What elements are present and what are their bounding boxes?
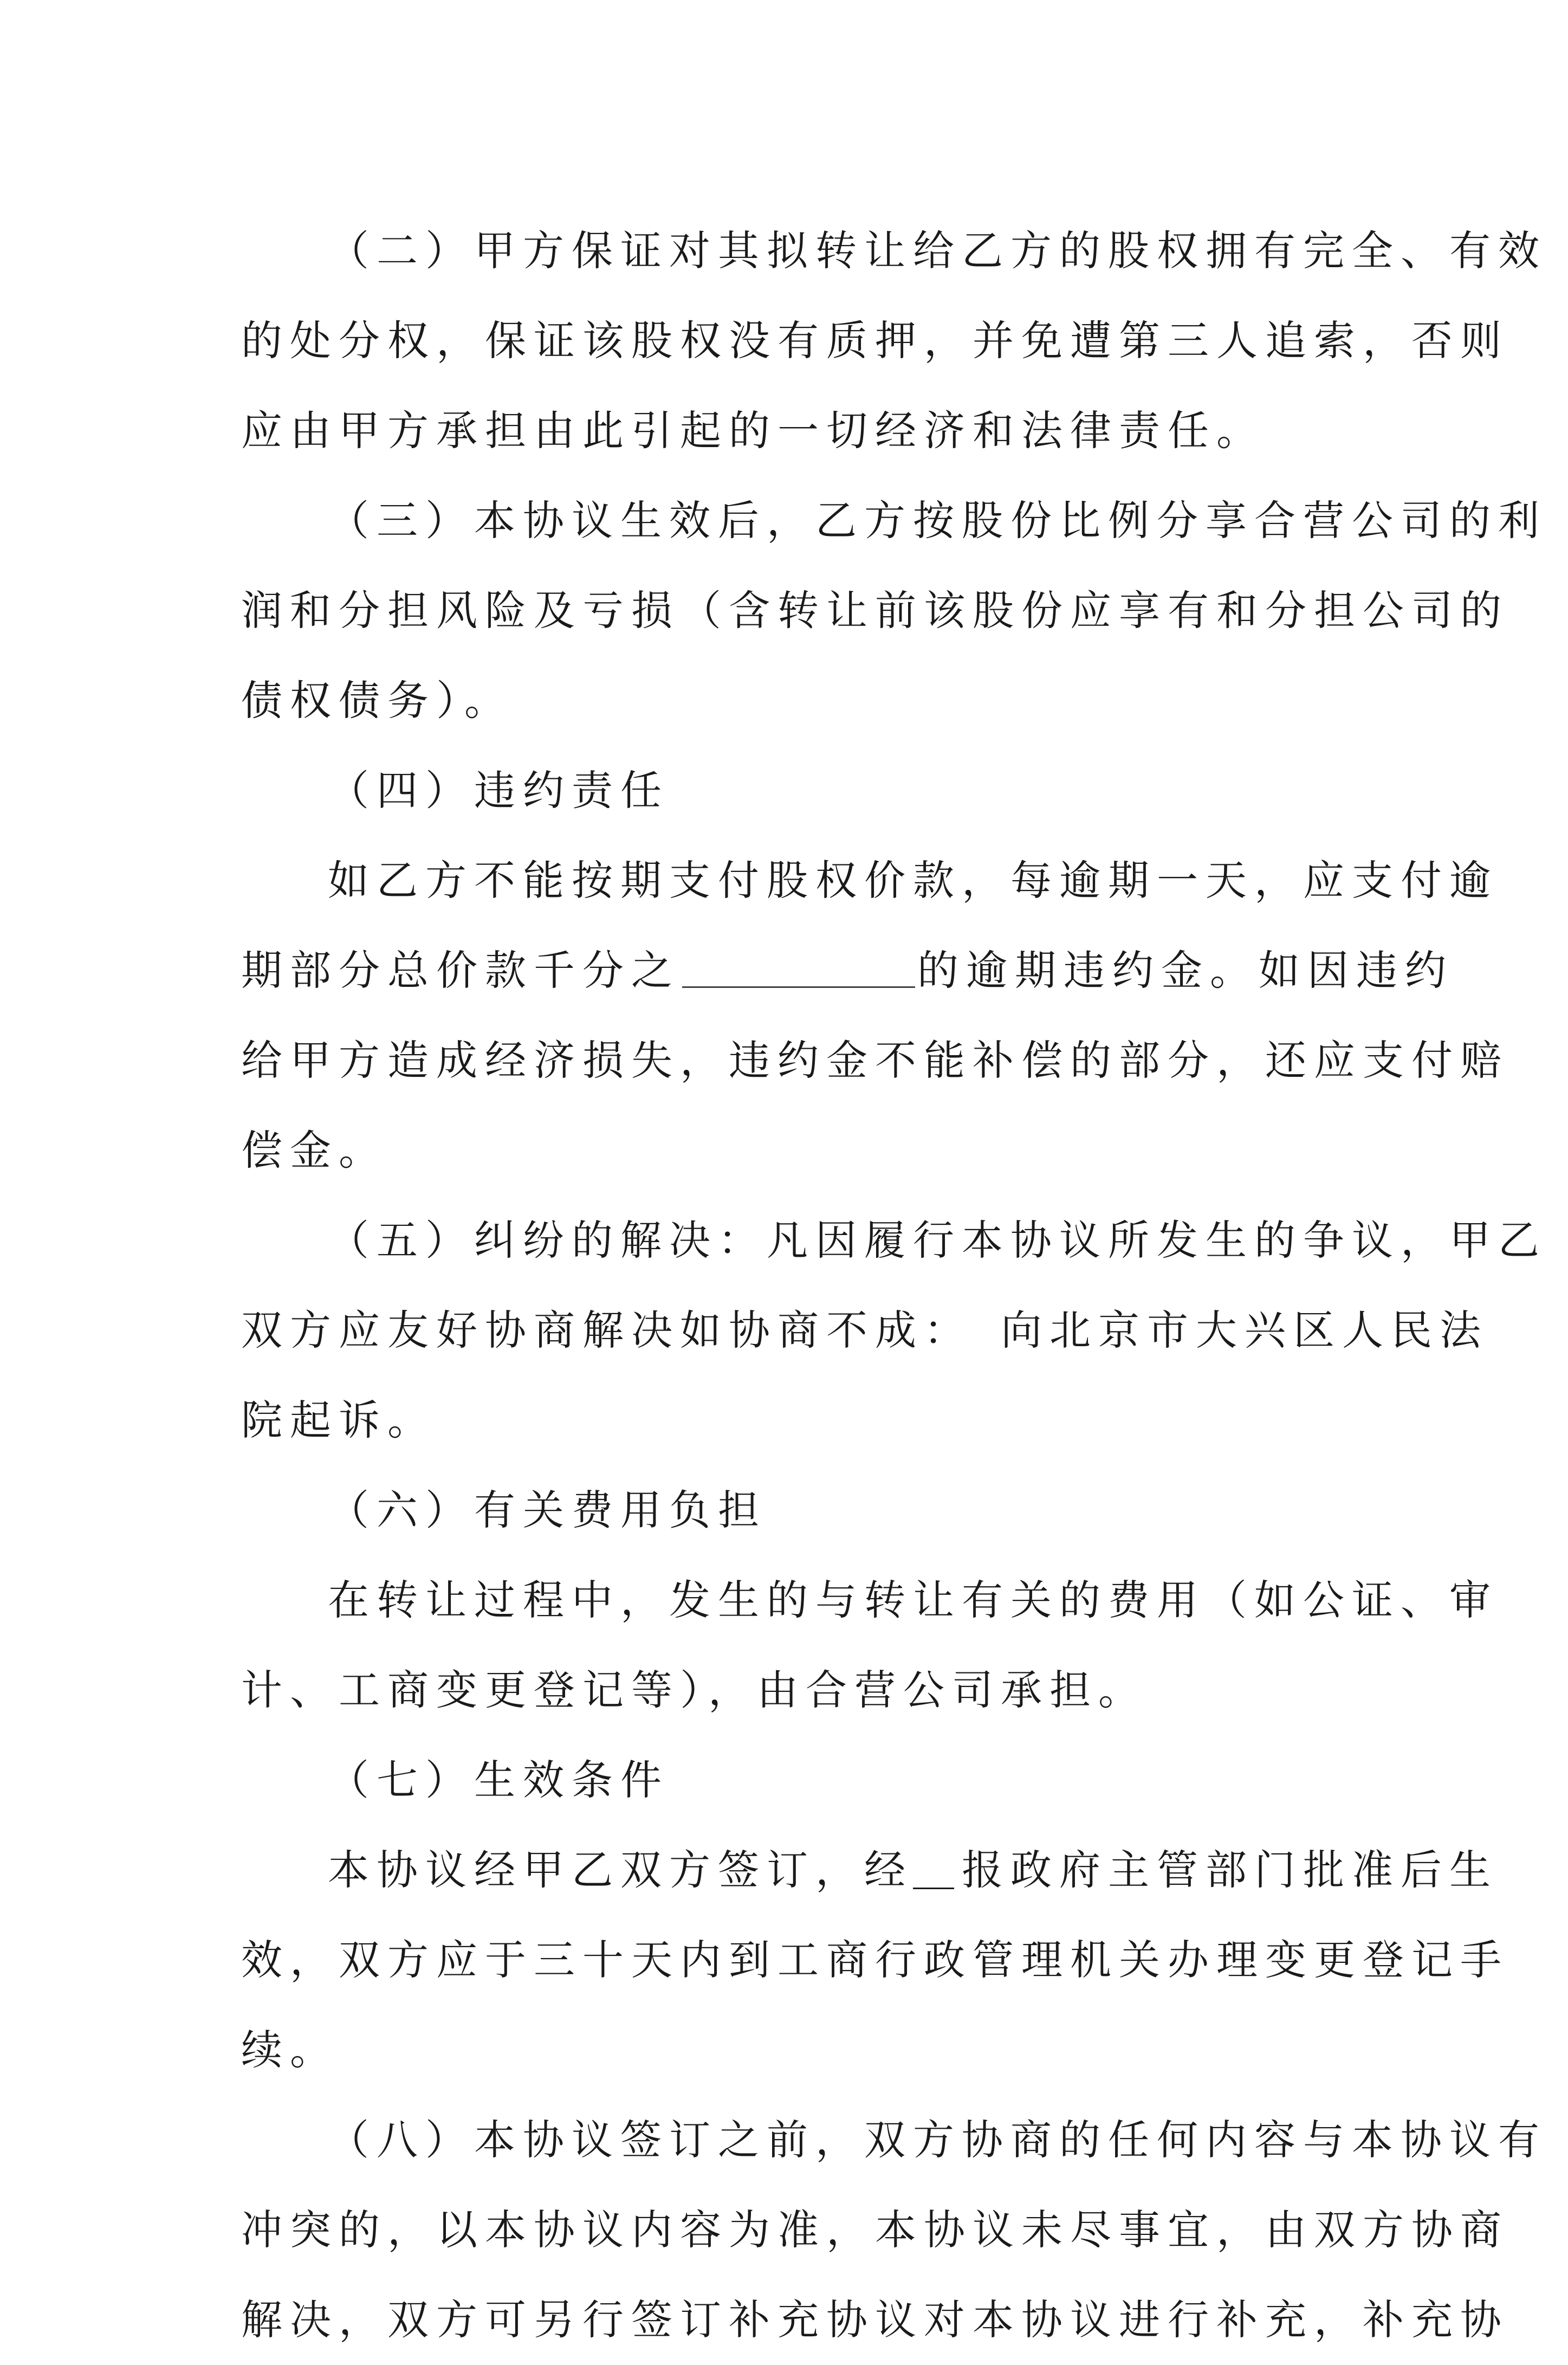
fill-in-blank [682, 954, 915, 988]
paragraph-text: 期部分总价款千分之 [241, 946, 680, 994]
paragraph-line: 如乙方不能按期支付股权价款，每逾期一天，应支付逾 [328, 856, 1498, 904]
section-heading: （四）违约责任 [328, 766, 669, 815]
document-body [241, 206, 1547, 2365]
paragraph-line: 续。 [241, 2026, 339, 2074]
paragraph-line: 院起诉。 [241, 1396, 436, 1444]
paragraph-line: （八）本协议签订之前，双方协商的任何内容与本协议有 [328, 2116, 1547, 2164]
paragraph-line: 冲突的，以本协议内容为准，本协议未尽事宜，由双方协商 [241, 2206, 1509, 2254]
paragraph-text: 的逾期违约金。如因违约 [917, 946, 1454, 994]
paragraph-line: 本协议经甲乙双方签订，经＿报政府主管部门批准后生 [328, 1846, 1498, 1894]
section-heading: （六）有关费用负担 [328, 1486, 767, 1534]
paragraph-line: 在转让过程中，发生的与转让有关的费用（如公证、审 [328, 1576, 1498, 1624]
paragraph-line: 解决，双方可另行签订补充协议对本协议进行补充，补充协 [241, 2296, 1509, 2344]
paragraph-line: （五）纠纷的解决：凡因履行本协议所发生的争议，甲乙 [328, 1216, 1547, 1264]
paragraph-line: 计、工商变更登记等），由合营公司承担。 [241, 1666, 1147, 1714]
paragraph-line: 应由甲方承担由此引起的一切经济和法律责任。 [241, 406, 1265, 455]
paragraph-line: 给甲方造成经济损失，违约金不能补偿的部分，还应支付赔 [241, 1036, 1509, 1084]
paragraph-line: 效，双方应于三十天内到工商行政管理机关办理变更登记手 [241, 1936, 1509, 1984]
paragraph-line: 偿金。 [241, 1126, 387, 1174]
paragraph-line: 的处分权，保证该股权没有质押，并免遭第三人追索，否则 [241, 316, 1509, 365]
section-heading: （七）生效条件 [328, 1756, 669, 1804]
paragraph-line: 润和分担风险及亏损（含转让前该股份应享有和分担公司的 [241, 586, 1509, 635]
paragraph-line: 债权债务）。 [241, 676, 513, 725]
paragraph-line: （二）甲方保证对其拟转让给乙方的股权拥有完全、有效 [328, 227, 1547, 275]
paragraph-line: （三）本协议生效后，乙方按股份比例分享合营公司的利 [328, 496, 1547, 545]
paragraph-line: 双方应友好协商解决如协商不成： 向北京市大兴区人民法 [241, 1306, 1488, 1354]
paragraph-line [241, 926, 1454, 1016]
